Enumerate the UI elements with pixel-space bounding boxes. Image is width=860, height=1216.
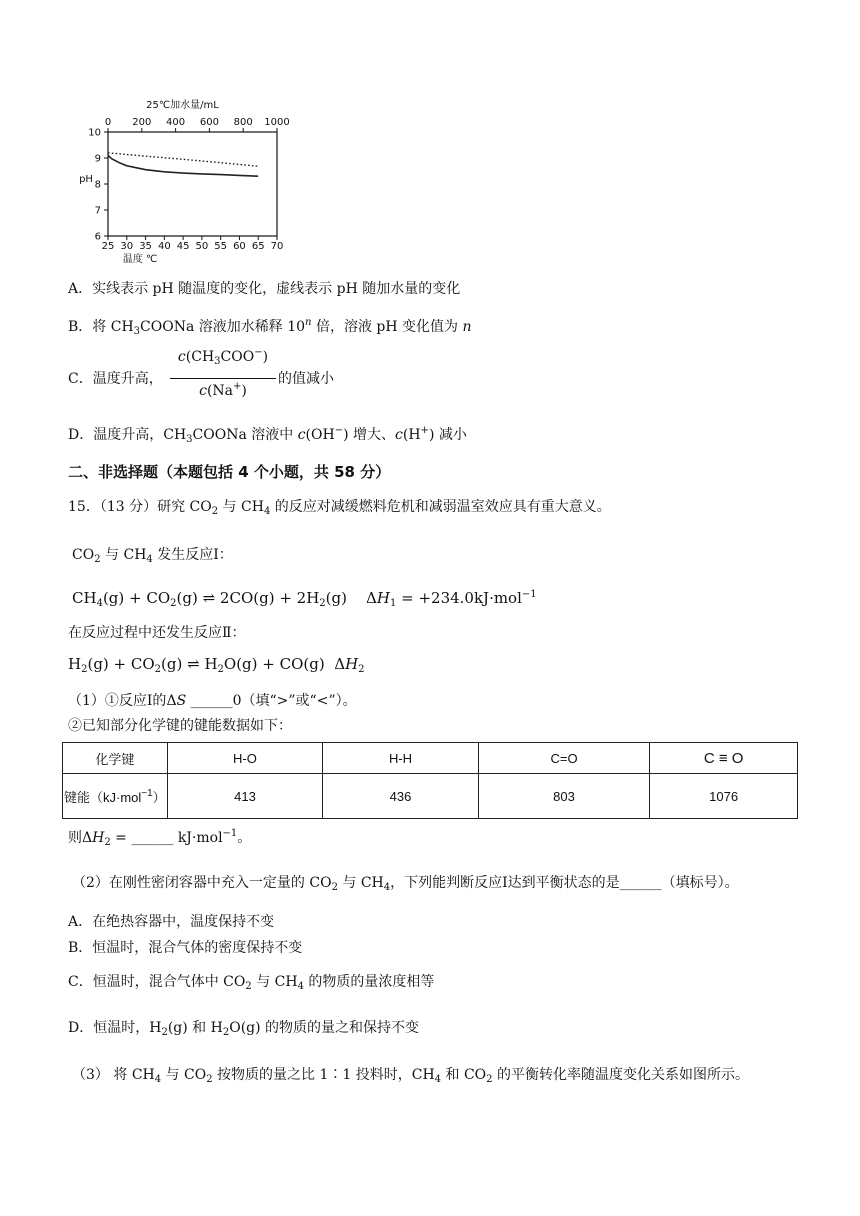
table-header-cell: C ≡ O [650, 743, 798, 774]
top-tick-label: 600 [199, 117, 219, 128]
option-c-post: 的值减小 [278, 371, 334, 387]
q15-part2-a: A．在绝热容器中，温度保持不变 [68, 914, 275, 930]
section-title: 二、非选择题（本题包括 4 个小题，共 58 分） [68, 463, 391, 481]
q15-intro: 15．（13 分）研究 $CO_2$ 与 $CH_4$ 的反应对减缓燃料危机和减弱温室效应具有重大意义。 [68, 499, 611, 517]
q15-part2-d: D．恒温时，$H_2(g)$ 和 $H_2O(g)$ 的物质的量之和保持不变 [68, 1020, 420, 1038]
table-cell: 803 [478, 774, 649, 819]
bottom-tick-label: 25 [101, 241, 115, 252]
table-cell: 436 [323, 774, 479, 819]
y-tick-label: 6 [94, 231, 101, 243]
reaction1-intro: $CO_2$ 与 $CH_4$ 发生反应Ⅰ： [72, 547, 233, 565]
table-header-cell: 化学键 [63, 743, 168, 774]
q15-part2: （2）在刚性密闭容器中充入一定量的 $CO_2$ 与 $CH_4$，下列能判断反应Ⅰ达到平衡状态的是______（填标号）。 [72, 875, 739, 893]
table-cell: 1076 [650, 774, 798, 819]
y-axis-label: pH [79, 173, 93, 185]
table-row-label: 键能（kJ·mol$^{-1}$） [63, 774, 168, 819]
q15-part3: （3） 将 $CH_4$ 与 $CO_2$ 按物质的量之比 1∶1 投料时，$CH_4$ 和 $CO_2$ 的平衡转化率随温度变化关系如图所示。 [72, 1067, 749, 1085]
y-tick-label: 9 [94, 153, 101, 165]
ph-chart [74, 96, 290, 268]
option-d: D．温度升高，$CH_3COONa$ 溶液中 c(OH−) 增大、c(H+) 减小 [68, 425, 467, 445]
bond-energy-table [62, 742, 798, 819]
bottom-tick-label: 55 [214, 241, 228, 252]
solid-series-line [108, 155, 258, 176]
option-b: B．将 $CH_3COONa$ 溶液加水稀释 10$^n$ 倍，溶液 pH 变化值为 n [68, 317, 472, 337]
bottom-tick-label: 70 [270, 241, 284, 252]
q15-part1-answer: 则$\Delta H_2$ = ______ kJ·mol$^{-1}$。 [68, 828, 252, 848]
top-tick-label: 400 [166, 117, 186, 128]
reaction2-equation: $H_2(g) + CO_2(g)$ ⇌ $H_2O(g) + CO(g)$ $\Delta H_2$ [68, 655, 365, 675]
q15-part2-c: C．恒温时，混合气体中 $CO_2$ 与 $CH_4$ 的物质的量浓度相等 [68, 974, 435, 992]
q15-part1-2: ②已知部分化学键的键能数据如下： [68, 718, 292, 734]
top-tick-label: 0 [104, 117, 112, 128]
bottom-tick-label: 60 [233, 241, 246, 252]
top-tick-label: 800 [233, 117, 253, 128]
table-header-cell: H-O [167, 743, 323, 774]
bottom-tick-label: 35 [139, 241, 152, 252]
option-a: A．实线表示 pH 随温度的变化，虚线表示 pH 随加水量的变化 [68, 281, 461, 297]
table-cell: 413 [167, 774, 323, 819]
bottom-tick-label: 50 [195, 241, 209, 252]
bottom-tick-label: 65 [251, 241, 265, 252]
plot-frame [108, 132, 277, 236]
y-tick-label: 10 [88, 127, 101, 139]
y-tick-label: 8 [94, 179, 101, 191]
table-header-cell: H-H [323, 743, 479, 774]
top-tick-label: 1000 [264, 117, 290, 128]
reaction2-intro: 在反应过程中还发生反应Ⅱ： [68, 625, 246, 641]
bottom-axis-label: 温度 ℃ [122, 254, 158, 265]
bottom-tick-label: 30 [120, 241, 134, 252]
reaction1-equation: $CH_4(g) + CO_2(g)$ ⇌ $2CO(g) + 2H_2(g)$ $\Delta H_1 = +234.0kJ\cdot mol^{-1}$ [72, 589, 537, 609]
dotted-series-line [108, 153, 258, 167]
bottom-tick-label: 45 [176, 241, 190, 252]
bottom-tick-label: 40 [157, 241, 171, 252]
option-c-label: C．温度升高， [68, 371, 163, 387]
table-header-cell: C=O [478, 743, 649, 774]
top-tick-label: 200 [132, 117, 152, 128]
q15-part1: （1）①反应Ⅰ的ΔS ______0（填“>”或“<”）。 [68, 693, 357, 709]
y-tick-label: 7 [94, 205, 101, 217]
q15-part2-b: B．恒温时，混合气体的密度保持不变 [68, 940, 303, 956]
top-axis-label: 25℃加水量/mL [146, 100, 219, 111]
